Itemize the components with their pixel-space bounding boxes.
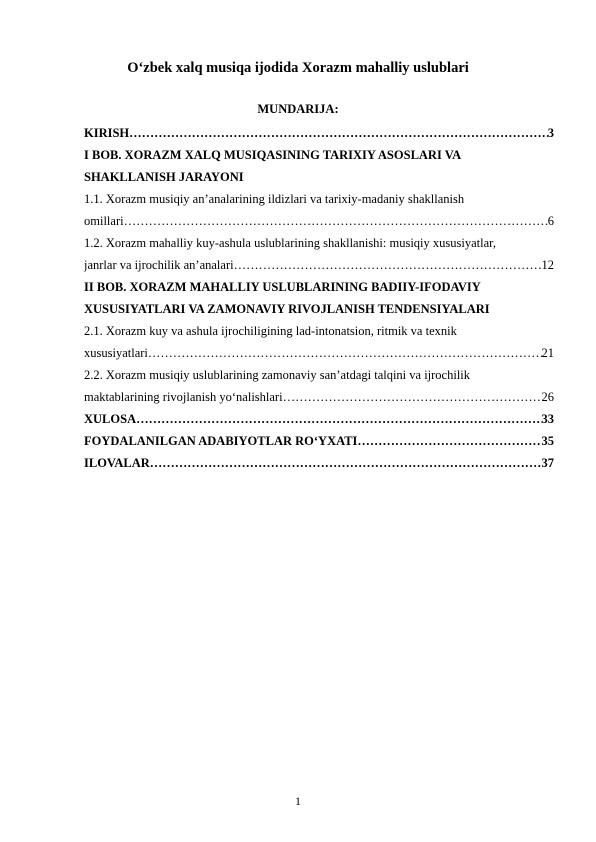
table-of-contents — [84, 122, 554, 474]
toc-label: ILOVALAR — [84, 456, 150, 470]
toc-leader-dots — [124, 210, 548, 232]
toc-chapter-2-line-2[interactable]: XUSUSIYATLARI VA ZAMONAVIY RIVOJLANISH TENDENSIYALARI — [84, 302, 490, 316]
document-title: O‘zbek xalq musiqa ijodida Xorazm mahalliy uslublari — [127, 60, 469, 76]
toc-section-2-2-line-1[interactable]: 2.2. Xorazm musiqiy uslublarining zamonaviy san’atdagi talqini va ijrochilik — [84, 368, 471, 382]
toc-entry-section-1-2[interactable] — [84, 254, 554, 276]
toc-chapter-1-line-2[interactable]: SHAKLLANISH JARAYONI — [84, 170, 244, 184]
toc-page-number: 6 — [547, 214, 554, 228]
toc-label: omillari — [84, 214, 124, 228]
toc-leader-dots — [283, 386, 542, 408]
toc-section-1-1-line-1[interactable]: 1.1. Xorazm musiqiy an’analarining ildizlari va tarixiy-madaniy shakllanish — [84, 192, 465, 206]
toc-section-1-2-line-1[interactable]: 1.2. Xorazm mahalliy kuy-ashula uslublarining shakllanishi: musiqiy xususiyatlar, — [84, 236, 496, 250]
toc-leader-dots — [234, 254, 542, 276]
toc-label: janrlar va ijrochilik an’analari — [84, 258, 234, 272]
toc-entry-section-1-1[interactable] — [84, 210, 554, 232]
toc-leader-dots — [136, 408, 541, 430]
toc-entry-section-2-1[interactable] — [84, 342, 554, 364]
toc-page-number: 12 — [541, 258, 554, 272]
toc-entry-references[interactable] — [84, 430, 554, 452]
toc-entry-section-2-2[interactable] — [84, 386, 554, 408]
toc-label: XULOSA — [84, 412, 137, 426]
toc-label: maktablarining rivojlanish yo‘nalishlari — [84, 390, 283, 404]
toc-page-number: 35 — [541, 434, 554, 448]
toc-label: FOYDALANILGAN ADABIYOTLAR RO‘YXATI — [84, 434, 358, 448]
contents-heading: MUNDARIJA: — [257, 102, 339, 116]
toc-page-number: 3 — [547, 126, 554, 140]
toc-entry-appendix[interactable] — [84, 452, 554, 474]
page-number: 1 — [295, 794, 301, 808]
toc-leader-dots — [357, 430, 541, 452]
toc-entry-intro[interactable] — [84, 122, 554, 144]
toc-chapter-2-line-1[interactable]: II BOB. XORAZM MAHALLIY USLUBLARINING BADIIY-IFODAVIY — [84, 280, 481, 294]
toc-chapter-1-line-1[interactable]: I BOB. XORAZM XALQ MUSIQASINING TARIXIY ASOSLARI VA — [84, 148, 462, 162]
toc-label: KIRISH — [84, 126, 130, 140]
toc-entry-conclusion[interactable] — [84, 408, 554, 430]
toc-leader-dots — [129, 122, 548, 144]
toc-section-2-1-line-1[interactable]: 2.1. Xorazm kuy va ashula ijrochiligining lad-intonatsion, ritmik va texnik — [84, 324, 457, 338]
toc-page-number: 33 — [541, 412, 554, 426]
toc-page-number: 21 — [541, 346, 554, 360]
toc-page-number: 37 — [541, 456, 554, 470]
toc-leader-dots — [148, 342, 542, 364]
toc-leader-dots — [150, 452, 542, 474]
toc-page-number: 26 — [541, 390, 554, 404]
toc-label: xususiyatlari — [84, 346, 148, 360]
